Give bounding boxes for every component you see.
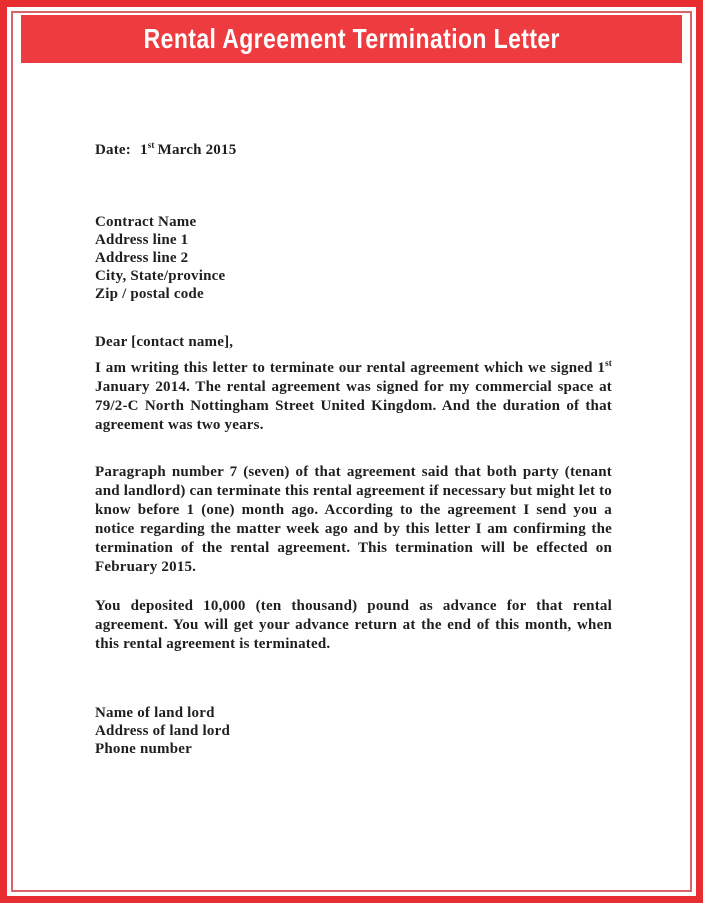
date-line: [95, 141, 612, 159]
recipient-address-line-1: Address line 1: [95, 232, 189, 248]
paragraph-agreement-intro: [95, 359, 612, 435]
paragraph-deposit-return: You deposited 10,000 (ten thousand) pound as advance for that rental agreement. You will get your advance return at the end of this month, when this rental agreement is terminated.: [95, 598, 612, 652]
salutation: Dear [contact name],: [95, 334, 234, 350]
recipient-address-block: [95, 213, 612, 303]
signature-landlord-address: Address of land lord: [95, 723, 231, 739]
signature-landlord-name: Name of land lord: [95, 705, 215, 721]
recipient-address-line-2: Address line 2: [95, 250, 189, 266]
letter-body: [95, 141, 612, 758]
signature-phone-number: Phone number: [95, 741, 192, 757]
recipient-contract-name: Contract Name: [95, 214, 197, 230]
inner-frame: [11, 11, 692, 892]
date-label: Date:: [95, 142, 131, 158]
paragraph-termination-notice: Paragraph number 7 (seven) of that agreement said that both party (tenant and landlord) can terminate this rental agreement if necessary but might let to know before 1 (one) month ago. According to the agreement I send you a notice regarding the matter week ago and by this letter I am confirming the termination of the rental agreement. This termination will be effected on February 2015.: [95, 464, 612, 575]
date-day: 1: [139, 142, 148, 158]
recipient-zip-code: Zip / postal code: [95, 286, 204, 302]
paragraph-1-text-after: January 2014. The rental agreement was signed for my commercial space at 79/2-C North Nottingham Street United Kingdom. And the duration of that agreement was two years.: [95, 379, 612, 433]
page-title: Rental Agreement Termination Letter: [143, 23, 560, 54]
title-banner: [21, 15, 682, 63]
signature-block: [95, 704, 612, 758]
date-value: March 2015: [157, 142, 237, 158]
date-ordinal-suffix: st: [147, 140, 155, 150]
paragraph-1-text-before: I am writing this letter to terminate our rental agreement which we signed 1: [95, 360, 606, 376]
recipient-city-state: City, State/province: [95, 268, 226, 284]
paragraph-1-ordinal-suffix: st: [605, 358, 612, 368]
